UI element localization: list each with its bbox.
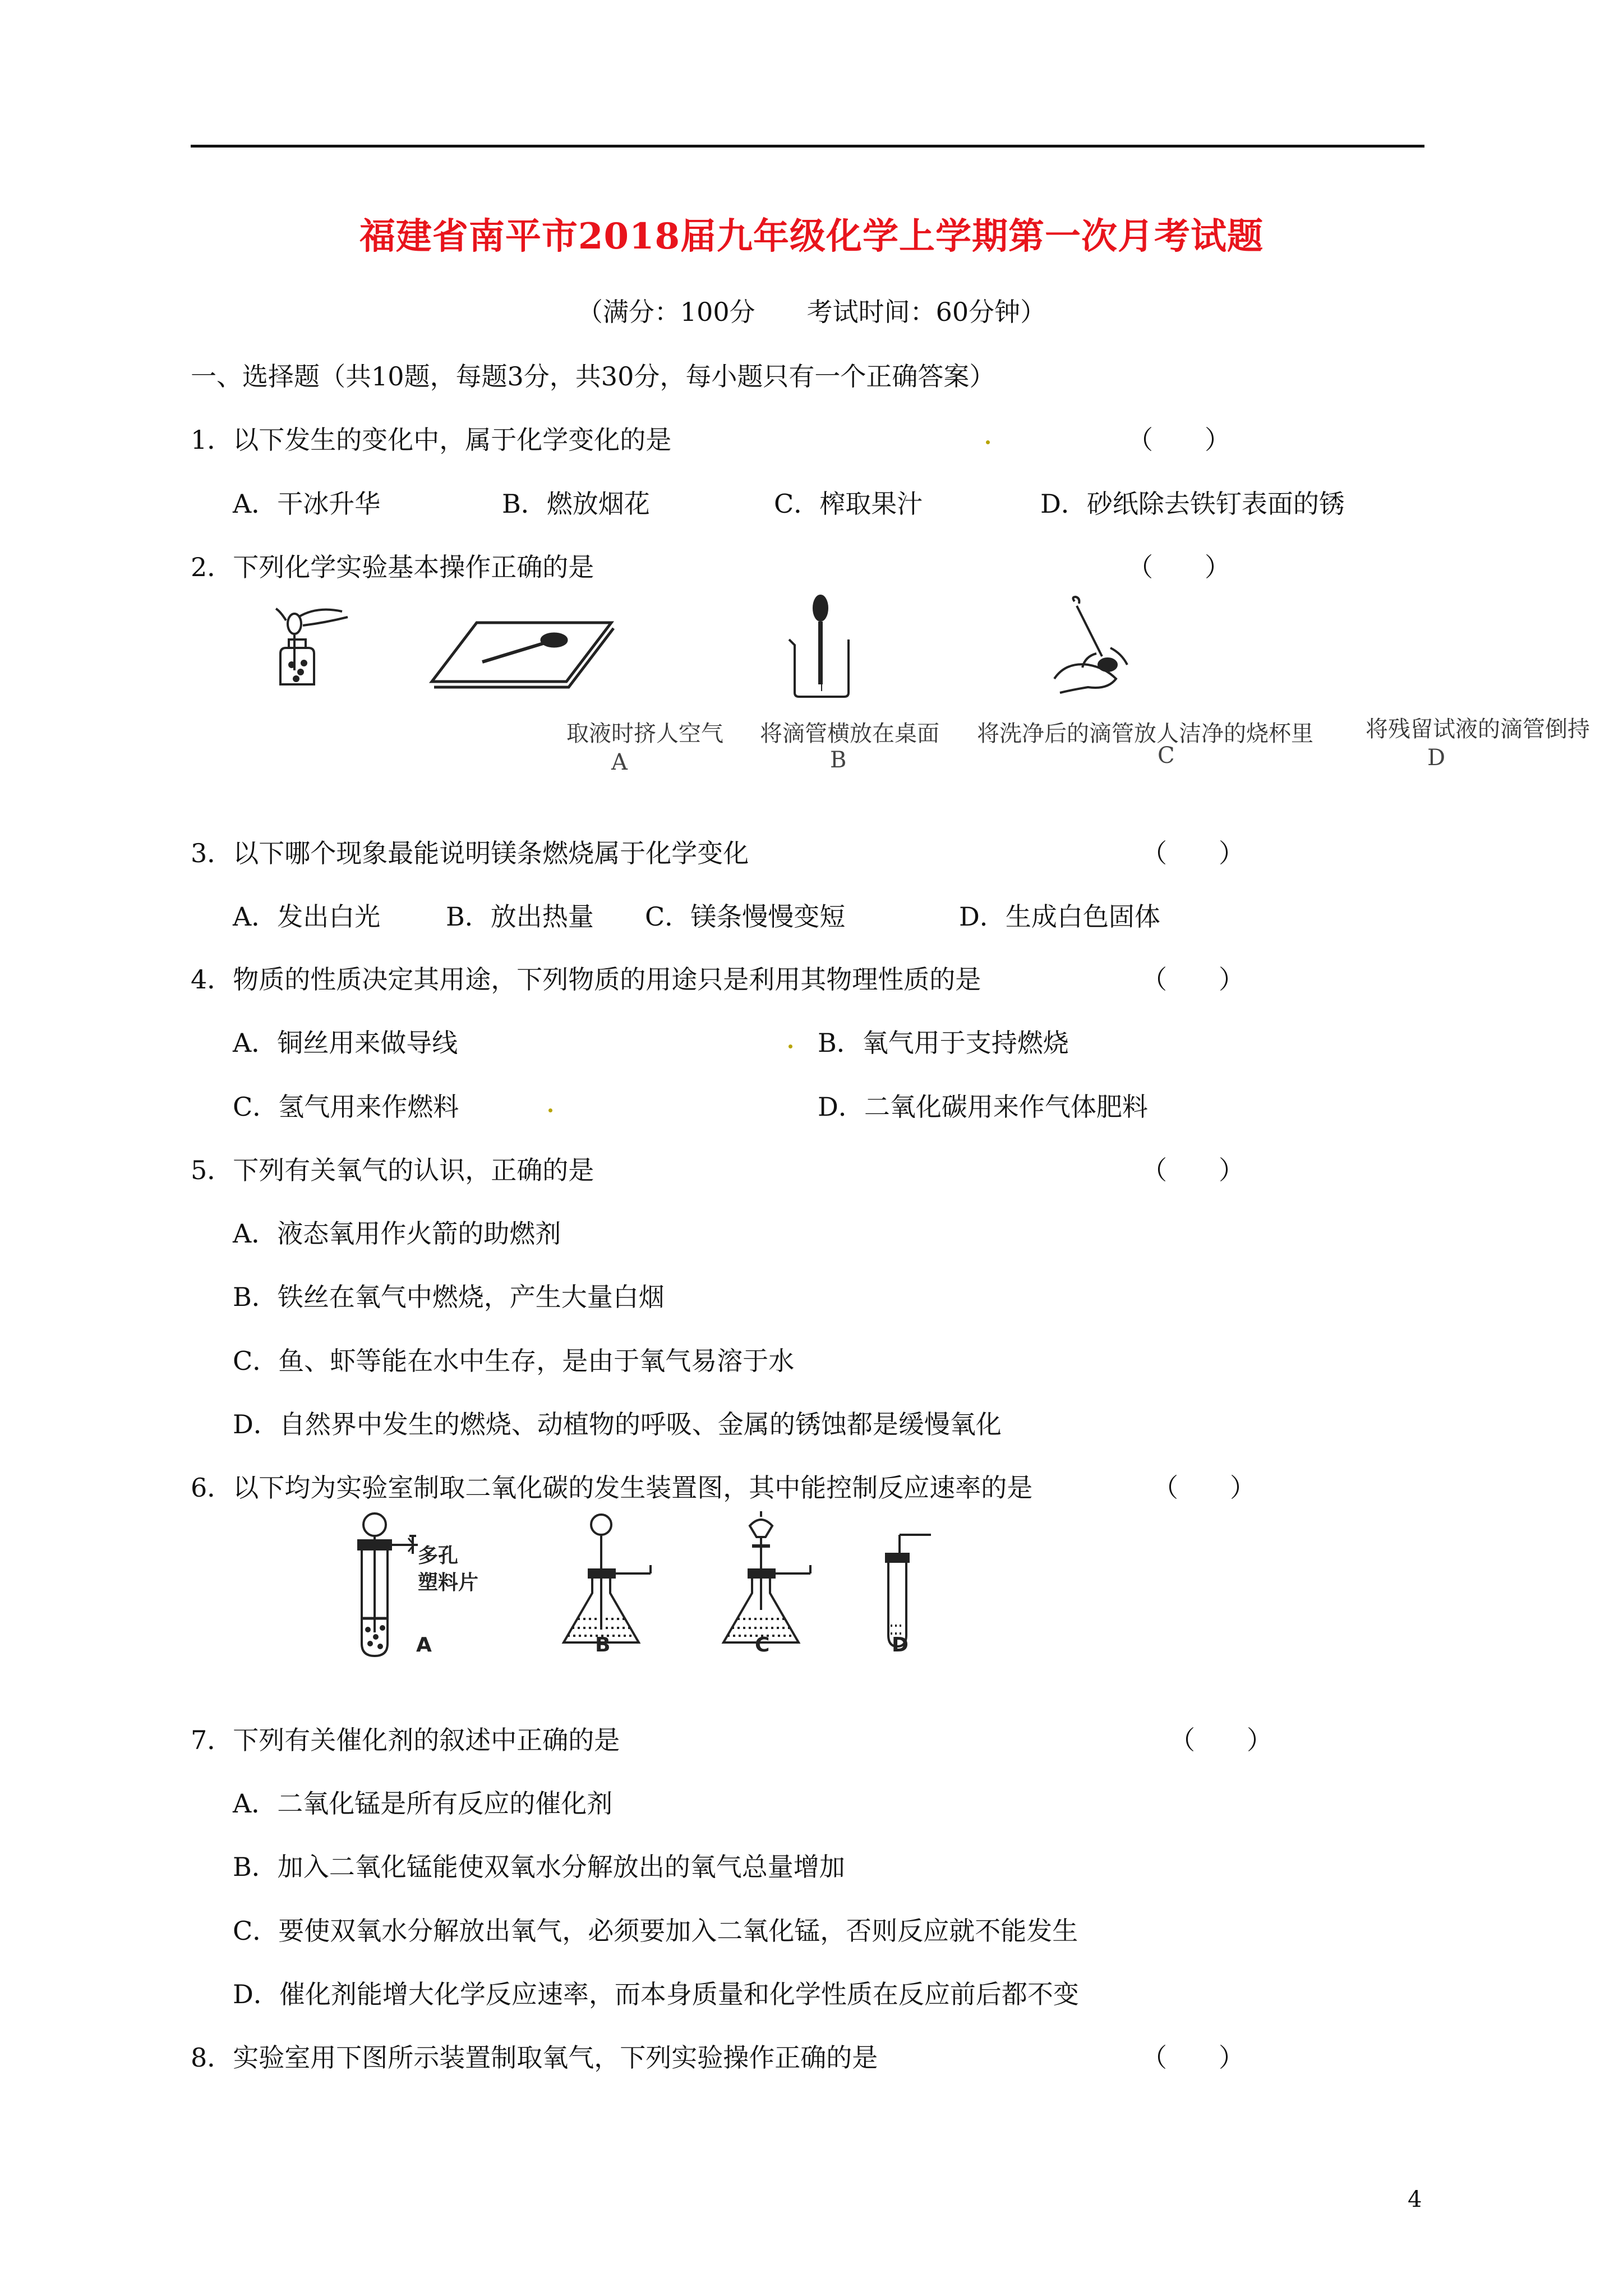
option-1b: B．燃放烟花 [502,489,650,519]
question-2-stem: 2．下列化学实验基本操作正确的是 [191,552,594,582]
letter-6d: D [892,1634,909,1657]
letter-2c: C [1158,743,1175,769]
caption-2c: 将洗净后的滴管放人洁净的烧杯里 [977,721,1313,747]
figure-2a-dropper-in-bottle [264,600,359,696]
letter-6a: A [416,1634,432,1657]
section-heading: 一、选择题（共10题，每题3分，共30分，每小题只有一个正确答案） [191,361,995,392]
figure-2c-dropper-in-beaker [782,595,861,701]
option-5d: D．自然界中发生的燃烧、动植物的呼吸、金属的锈蚀都是缓慢氧化 [233,1409,1002,1439]
page-number: 4 [1408,2187,1422,2212]
option-3c: C．镁条慢慢变短 [645,901,846,932]
option-7c: C．要使双氧水分解放出氧气，必须要加入二氧化锰，否则反应就不能发生 [233,1916,1078,1946]
label-perforated-line1: 多孔 [418,1544,459,1567]
speck [789,1045,792,1048]
caption-2b: 将滴管横放在桌面 [760,721,939,747]
figure-6b-flask-long-funnel [555,1509,667,1649]
label-perforated-line2: 塑料片 [418,1571,479,1594]
figure-6c-flask-separatory-funnel [715,1509,827,1649]
letter-2d: D [1427,745,1446,771]
question-1-stem: 1．以下发生的变化中，属于化学变化的是 [191,425,672,455]
caption-2a: 取液时挤人空气 [566,721,723,747]
letter-6c: C [755,1634,770,1657]
answer-blank-6: （ ） [1152,1473,1256,1503]
option-4c: C．氢气用来作燃料 [233,1092,459,1122]
option-5a: A．液态氧用作火箭的助燃剂 [233,1218,561,1249]
option-4d: D．二氧化碳用来作气体肥料 [818,1092,1148,1122]
answer-blank-5: （ ） [1141,1155,1244,1185]
figure-2b-dropper-on-table [426,617,617,690]
option-7b: B．加入二氧化锰能使双氧水分解放出的氧气总量增加 [233,1852,845,1882]
answer-blank-1: （ ） [1127,425,1230,455]
letter-2a: A [611,749,628,775]
caption-2d: 将残留试液的滴管倒持 [1366,716,1590,742]
answer-blank-7: （ ） [1169,1725,1272,1755]
option-3d: D．生成白色固体 [959,901,1160,932]
question-3-stem: 3．以下哪个现象最能说明镁条燃烧属于化学变化 [191,838,749,868]
speck [986,440,990,444]
option-4b: B．氧气用于支持燃烧 [818,1028,1069,1058]
option-3b: B．放出热量 [446,901,594,932]
option-1c: C．榨取果汁 [774,489,923,519]
option-5b: B．铁丝在氧气中燃烧，产生大量白烟 [233,1282,665,1312]
option-4a: A．铜丝用来做导线 [233,1028,458,1058]
answer-blank-8: （ ） [1141,2042,1244,2073]
exam-info: （满分：100分 考试时间：60分钟） [577,297,1046,327]
question-7-stem: 7．下列有关催化剂的叙述中正确的是 [191,1725,620,1755]
option-3a: A．发出白光 [233,901,381,932]
header-rule [191,145,1424,148]
question-5-stem: 5．下列有关氧气的认识，正确的是 [191,1155,594,1185]
question-8-stem: 8．实验室用下图所示装置制取氧气，下列实验操作正确的是 [191,2042,878,2073]
figure-2d-dropper-held-inverted [1043,595,1138,696]
page-title: 福建省南平市2018届九年级化学上学期第一次月考试题 [359,215,1264,257]
option-1a: A．干冰升华 [233,489,381,519]
answer-blank-3: （ ） [1141,838,1244,868]
letter-2b: B [830,747,847,773]
question-4-stem: 4．物质的性质决定其用途，下列物质的用途只是利用其物理性质的是 [191,964,981,995]
option-1d: D．砂纸除去铁钉表面的锈 [1040,489,1345,519]
option-7a: A．二氧化锰是所有反应的催化剂 [233,1788,613,1819]
letter-6b: B [595,1634,611,1657]
option-7d: D．催化剂能增大化学反应速率，而本身质量和化学性质在反应前后都不变 [233,1979,1079,2009]
answer-blank-2: （ ） [1127,552,1230,582]
speck [548,1108,552,1112]
option-5c: C．鱼、虾等能在水中生存，是由于氧气易溶于水 [233,1346,795,1376]
question-6-stem: 6．以下均为实验室制取二氧化碳的发生装置图，其中能控制反应速率的是 [191,1473,1033,1503]
answer-blank-4: （ ） [1141,964,1244,995]
